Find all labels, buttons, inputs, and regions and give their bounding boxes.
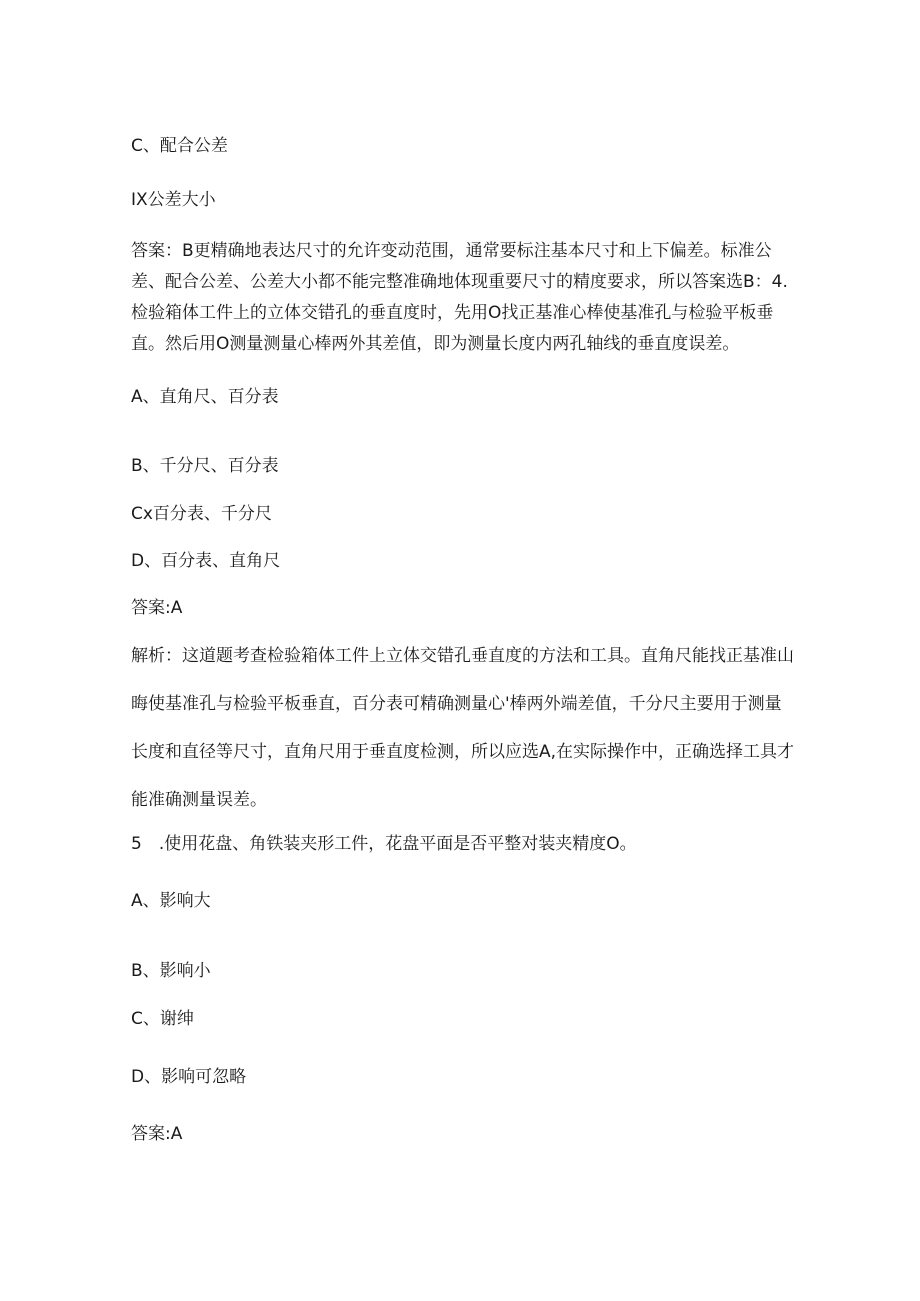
q5-option-b: B、影响小 bbox=[131, 961, 211, 981]
q4-option-a: A、直角尺、百分表 bbox=[131, 387, 279, 407]
q3-option-d: IX公差大小 bbox=[131, 190, 216, 210]
q3-option-c: C、配合公差 bbox=[131, 136, 228, 156]
q4-analysis: 解析：这道题考查检验箱体工件上立体交错孔垂直度的方法和工具。直角尺能找正基准山晦使基准孔与检验平板垂直，百分表可精确测量心'棒两外端差值，千分尺主要用于测量长度和直径等尺寸，直角尺用于垂直度检测，所以应选A,在实际操作中，正确选择工具才能准确测量误差。 bbox=[131, 646, 795, 810]
q4-option-d: D、百分表、直角尺 bbox=[131, 551, 281, 571]
q4-answer: 答案:A bbox=[131, 598, 183, 618]
q3-answer-explanation: 答案：B更精确地表达尺寸的允许变动范围，通常要标注基本尺寸和上下偏差。标准公差、配合公差、公差大小都不能完整准确地体现重要尺寸的精度要求，所以答案选B：4.检验箱体工件上的立体交错孔的垂直度时，先用O找正基准心棒使基准孔与检验平板垂直。然后用O测量测量心棒两外其差值，即为测量长度内两孔轴线的垂直度误差。 bbox=[131, 241, 788, 354]
q5-option-a: A、影响大 bbox=[131, 891, 211, 911]
q5-stem: 5 .使用花盘、角铁装夹形工件，花盘平面是否平整对装夹精度O。 bbox=[131, 834, 637, 854]
q5-option-c: C、谢绅 bbox=[131, 1009, 194, 1029]
q5-answer: 答案:A bbox=[131, 1124, 183, 1144]
q4-option-c: Cx百分表、千分尺 bbox=[131, 504, 272, 524]
q4-option-b: B、千分尺、百分表 bbox=[131, 456, 279, 476]
q5-option-d: D、影响可忽略 bbox=[131, 1067, 247, 1087]
